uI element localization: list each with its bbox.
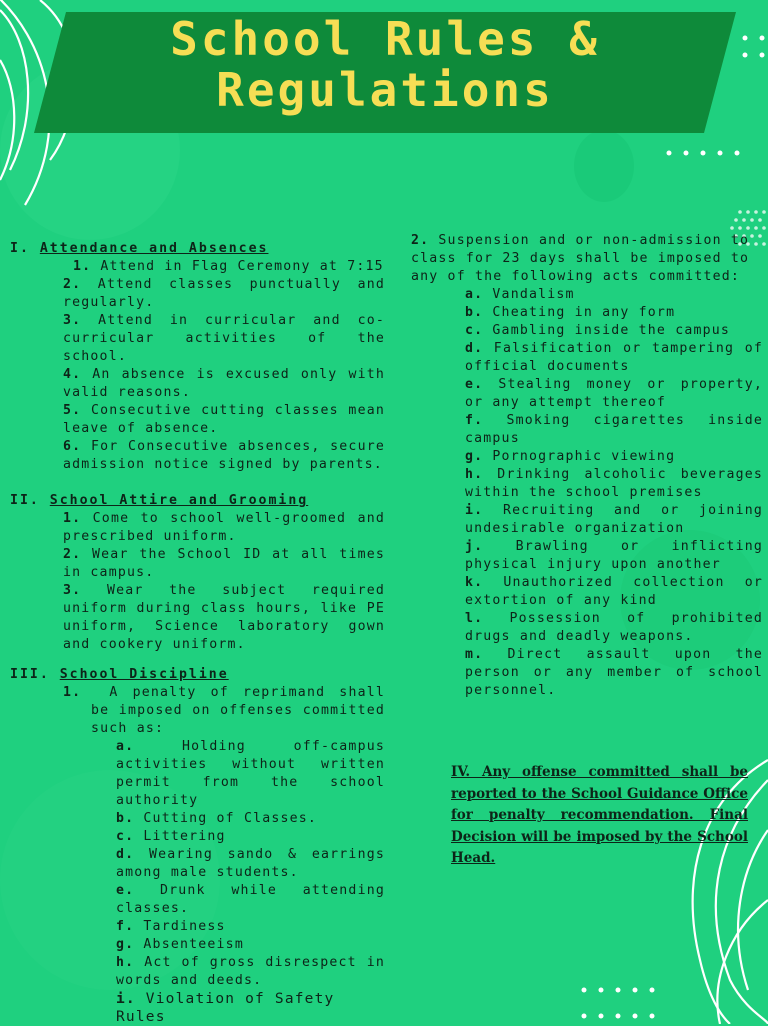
item-2-subitem: k. Unauthorized collection or extortion of any kind (465, 575, 763, 608)
item-2-subitem: j. Brawling or inflicting physical injury upon another (465, 539, 763, 572)
item-2-subitem: i. Recruiting and or joining undesirable organization (465, 503, 763, 536)
section-3-heading: III. School Discipline (10, 667, 229, 682)
section-1-list (10, 258, 385, 474)
item-2-sublist (411, 286, 763, 700)
item-2-intro: 2. Suspension and or non-admission to class for 23 days shall be imposed to any of the following acts committed: (411, 233, 750, 284)
section-1-item: 1. Attend in Flag Ceremony at 7:15 (73, 259, 384, 274)
item-2-subitem: c. Gambling inside the campus (465, 323, 731, 338)
left-column (10, 240, 385, 1026)
section-3-subitem: f. Tardiness (116, 919, 226, 934)
item-2-subitem: a. Vandalism (465, 287, 575, 302)
section-3-subitem: d. Wearing sando & earrings among male students. (116, 847, 385, 880)
item-2-subitem: b. Cheating in any form (465, 305, 676, 320)
page-title (34, 14, 736, 116)
section-1-item: 3. Attend in curricular and co-curricular activities of the school. (63, 313, 385, 364)
section-3-subitem: b. Cutting of Classes. (116, 811, 318, 826)
item-2-subitem: h. Drinking alcoholic beverages within the school premises (465, 467, 763, 500)
item-2-subitem: g. Pornographic viewing (465, 449, 676, 464)
item-2-subitem: d. Falsification or tampering of official documents (465, 341, 763, 374)
item-2-subitem: e. Stealing money or property, or any attempt thereof (465, 377, 763, 410)
page-title-line2: Regulations (216, 63, 554, 117)
page-title-line1: School Rules & (170, 12, 600, 66)
section-2-item: 3. Wear the subject required uniform during class hours, like PE uniform, Science laboratory gown and cookery uniform. (63, 583, 385, 652)
section-3-subitem: g. Absenteeism (116, 937, 244, 952)
dots-bottom-right (582, 988, 655, 1019)
section-3-subitem: c. Littering (116, 829, 226, 844)
section-3-sublist (63, 738, 385, 1026)
section-1-heading: I. Attendance and Absences (10, 241, 269, 256)
section-2-list (10, 510, 385, 654)
section-3-subitem: e. Drunk while attending classes. (116, 883, 385, 916)
section-3-list (10, 684, 385, 1026)
section-1-item: 2. Attend classes punctually and regularly. (63, 277, 385, 310)
section-2-heading: II. School Attire and Grooming (10, 493, 309, 508)
section-3-item: 1. A penalty of reprimand shall be imposed on offenses committed such as: (63, 685, 385, 736)
section-2-item: 1. Come to school well-groomed and prescribed uniform. (63, 511, 385, 544)
section-2-item: 2. Wear the School ID at all times in campus. (63, 547, 385, 580)
section-1-item: 4. An absence is excused only with valid reasons. (63, 367, 385, 400)
item-2-subitem: f. Smoking cigarettes inside campus (465, 413, 763, 446)
item-2-subitem: l. Possession of prohibited drugs and deadly weapons. (465, 611, 763, 644)
section-1-item: 5. Consecutive cutting classes mean leave of absence. (63, 403, 385, 436)
item-2-subitem: m. Direct assault upon the person or any member of school personnel. (465, 647, 763, 698)
section-3-subitem: i. Violation of Safety Rules (116, 991, 335, 1025)
right-column (411, 232, 763, 700)
section-1-item: 6. For Consecutive absences, secure admission notice signed by parents. (63, 439, 385, 472)
section-4-note: IV. Any offense committed shall be reported to the School Guidance Office for penalty recommendation. Final Decision will be imposed by the School Head. (451, 764, 748, 866)
section-3-subitem: h. Act of gross disrespect in words and deeds. (116, 955, 385, 988)
section-3-subitem: a. Holding off-campus activities without written permit from the school authority (116, 739, 385, 808)
